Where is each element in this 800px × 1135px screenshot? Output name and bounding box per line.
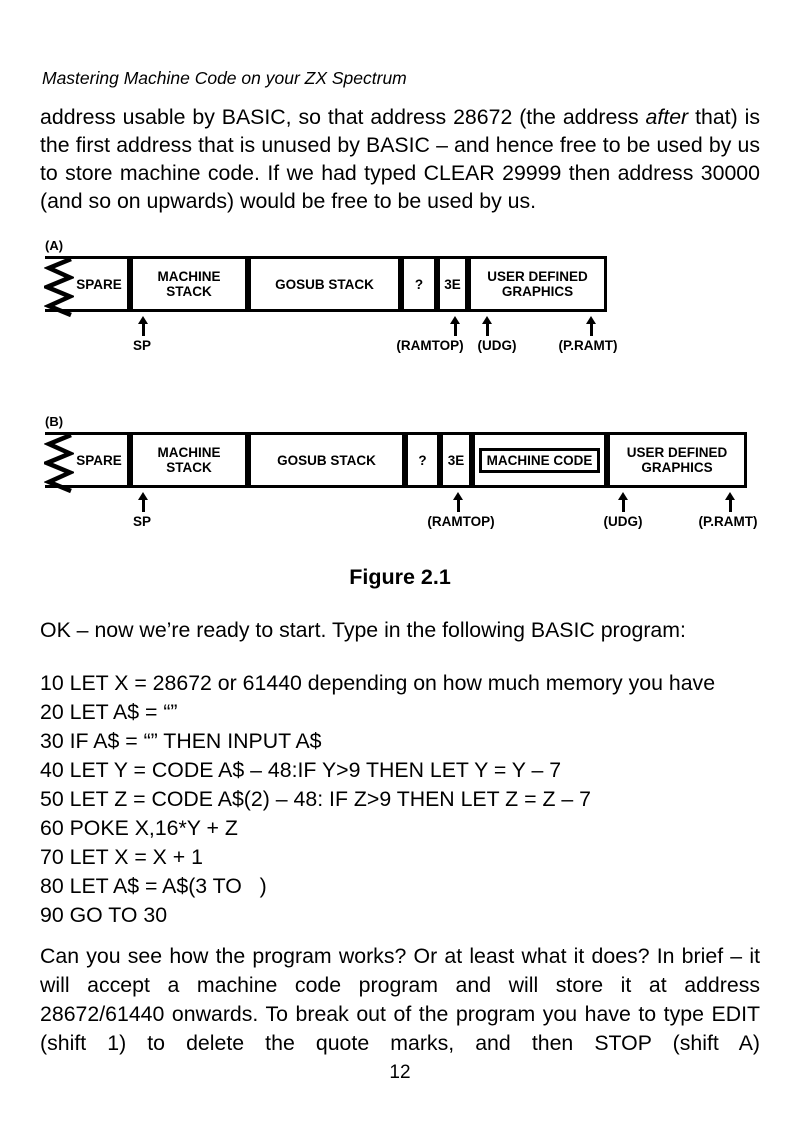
program-line: 90 GO TO 30 [40,903,168,927]
diagram-a-label: (A) [45,238,64,253]
up-arrow-icon [725,492,735,512]
memory-diagram-a [45,238,618,356]
memory-cell-label: USER DEFINED GRAPHICS [487,269,588,299]
program-line: 50 LET Z = CODE A$(2) – 48: IF Z>9 THEN LET Z = Z – 7 [40,787,591,811]
program-line: 10 LET X = 28672 or 61440 depending on how much memory you have [40,671,716,695]
figure-caption: Figure 2.1 [349,565,451,589]
memory-bar-a [45,256,607,312]
ok-paragraph: OK – now we’re ready to start. Type in the following BASIC program: [40,618,686,642]
up-arrow-icon [138,492,148,512]
pointer-label-sp: SP [132,514,152,529]
basic-program-listing [40,669,760,930]
program-line: 30 IF A$ = “” THEN INPUT A$ [40,729,322,753]
program-line: 70 LET X = X + 1 [40,845,203,869]
memory-diagram-b [45,414,758,532]
pointer-label-ramtop: (RAMTOP) [427,514,495,529]
pointer-label-pramt: (P.RAMT) [558,338,618,353]
diagram-b-label: (B) [45,414,64,429]
torn-edge-zigzag [44,432,74,494]
program-line: 40 LET Y = CODE A$ – 48:IF Y>9 THEN LET Y = Y – 7 [40,758,562,782]
memory-cell-question: ? [401,256,437,312]
pointer-label-udg: (UDG) [603,514,643,529]
intro-text-before: address usable by BASIC, so that address 28672 (the address [40,105,639,129]
torn-edge-zigzag [44,256,74,318]
intro-paragraph [40,103,760,215]
up-arrow-icon [618,492,628,512]
machine-code-box: MACHINE CODE [479,448,601,473]
closing-paragraph: Can you see how the program works? Or at least what it does? In brief – it will accept a machine code program and will store it at address 28672/61440 onwards. To break out of the program you have to type EDIT (shift 1) to delete the quote marks, and then STOP (shift A) [40,944,760,1055]
memory-cell-3e: 3E [440,432,472,488]
memory-cell-spare [45,256,130,312]
program-line: 60 POKE X,16*Y + Z [40,816,238,840]
up-arrow-icon [586,316,596,336]
pointer-label-pramt: (P.RAMT) [698,514,758,529]
memory-cell-machine-stack: MACHINE STACK [130,256,248,312]
page-number: 12 [389,1062,411,1083]
pointer-label-ramtop: (RAMTOP) [396,338,464,353]
memory-cell-label: USER DEFINED GRAPHICS [626,445,728,475]
diagram-a-pointers [45,316,618,356]
memory-cell-question: ? [405,432,440,488]
up-arrow-icon [453,492,463,512]
up-arrow-icon [450,316,460,336]
memory-cell-machine-stack: MACHINE STACK [130,432,248,488]
memory-cell-gosub-stack: GOSUB STACK [248,432,405,488]
memory-bar-b [45,432,747,488]
memory-cell-3e: 3E [437,256,468,312]
memory-cell-gosub-stack: GOSUB STACK [248,256,401,312]
intro-text-after: that) is the first address that is unused by BASIC – and hence free to be used by us to store machine code. If we had typed CLEAR 29999 then address 30000 (and so on upwards) would be free to be used by us. [40,105,760,213]
program-line: 20 LET A$ = “” [40,700,178,724]
program-line: 80 LET A$ = A$(3 TO ) [40,874,267,898]
memory-cell-udg [607,432,747,488]
memory-cell-label: SPARE [76,452,122,468]
memory-cell-machine-code [472,432,607,488]
pointer-label-udg: (UDG) [477,338,517,353]
memory-cell-label: SPARE [76,276,122,292]
intro-italic-word: after [645,105,689,129]
memory-cell-spare [45,432,130,488]
pointer-label-sp: SP [132,338,152,353]
running-title: Mastering Machine Code on your ZX Spectrum [42,68,407,88]
up-arrow-icon [482,316,492,336]
diagram-b-pointers [45,492,758,532]
up-arrow-icon [138,316,148,336]
memory-cell-udg [468,256,607,312]
